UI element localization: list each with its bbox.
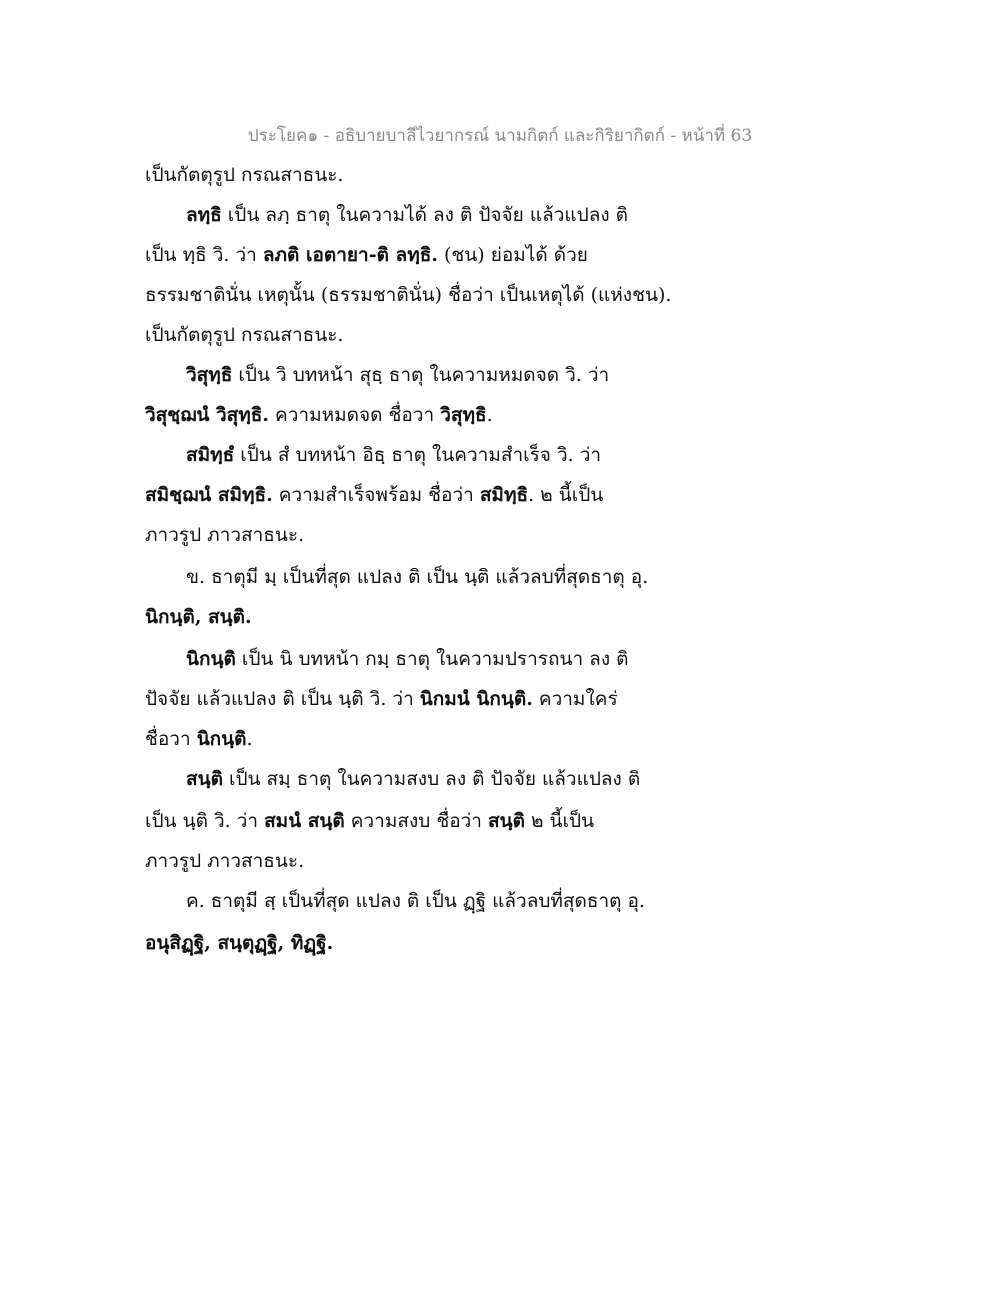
text-line [145,520,304,550]
text-run: ข. ธาตุมี มฺ เป็นที่สุด แปลง ติ เป็น นฺติ แล้วลบที่สุดธาตุ อุ. [186,566,649,588]
text-run: เป็นกัตตุรูป กรณสาธนะ. [145,324,344,346]
pali-term: นิกนฺติ [196,728,247,750]
pali-term: วิสุชฺฌนํ วิสุทฺธิ. [145,404,270,426]
text-run: ความใคร่ [532,688,618,710]
text-run: เป็น สมฺ ธาตุ ในความสงบ ลง ติ ปัจจัย แล้วแปลง ติ [222,768,641,790]
text-run: ความหมดจด ชื่อวา [269,404,441,426]
text-line [145,724,253,754]
pali-term: นิกนฺติ [186,648,236,670]
text-run: ธรรมชาตินั่น เหตุนั้น (ธรรมชาตินั่น) ชื่อว่า เป็นเหตุได้ (แห่งชน). [145,284,672,306]
text-run: เป็น สํ บทหน้า อิธฺ ธาตุ ในความสำเร็จ วิ. ว่า [234,444,602,466]
text-line [186,440,601,470]
pali-term: นิกนฺติ, สนฺติ. [145,606,252,628]
text-line [145,160,343,190]
pali-term: ลภติ เอตายา-ติ ลทฺธิ. [262,244,438,266]
text-run: . ๒ นี้เป็น [528,484,604,506]
text-line [145,240,588,270]
text-run: ภาวรูป ภาวสาธนะ. [145,850,305,872]
text-line [186,562,648,592]
text-run: . [486,404,493,426]
pali-term: วิสุทฺธิ [186,364,233,386]
pali-term: สนฺติ [186,768,223,790]
text-run: เป็น นฺติ วิ. ว่า [145,810,265,832]
text-run: ความสำเร็จพร้อม ชื่อว่า [272,484,480,506]
text-run: . [246,728,253,750]
text-run: ปัจจัย แล้วแปลง ติ เป็น นฺติ วิ. ว่า [145,688,420,710]
pali-term: สมิชฺฌนํ สมิทฺธิ. [145,484,273,506]
pali-term: สมนํ สนฺติ [264,810,345,832]
pali-term: สมิทฺธํ [186,444,235,466]
text-run: ชื่อวา [145,728,197,750]
text-run: ความสงบ ชื่อว่า [344,810,489,832]
text-run: (ชน) ย่อมได้ ด้วย [437,244,588,266]
pali-term: สนฺติ [488,810,525,832]
text-line [186,200,628,230]
text-line [145,684,618,714]
pali-term: ลทฺธิ [186,204,222,226]
running-header: ประโยค๑ - อธิบายบาลีไวยากรณ์ นามกิตก์ และกิริยากิตก์ - หน้าที่ 63 [247,126,753,146]
text-line [145,320,343,350]
text-line [145,806,594,836]
text-run: เป็น วิ บทหน้า สุธฺ ธาตุ ในความหมดจด วิ. ว่า [232,364,610,386]
pali-term: วิสุทฺธิ [440,404,487,426]
text-line [145,480,603,510]
text-run: เป็น ลภฺ ธาตุ ในความได้ ลง ติ ปัจจัย แล้วแปลง ติ [221,204,629,226]
text-run: เป็นกัตตุรูป กรณสาธนะ. [145,164,344,186]
pali-term: สมิทฺธิ [479,484,529,506]
pali-term: นิกมนํ นิกนฺติ. [419,688,533,710]
text-line [145,846,304,876]
text-run: เป็น นิ บทหน้า กมฺ ธาตุ ในความปรารถนา ลง ติ [235,648,629,670]
text-line [145,400,493,430]
text-line [145,928,333,958]
text-line [145,280,671,310]
text-line [145,602,252,632]
text-run: เป็น ทฺธิ วิ. ว่า [145,244,263,266]
text-run: ค. ธาตุมี สฺ เป็นที่สุด แปลง ติ เป็น ฏฺฐิ แล้วลบที่สุดธาตุ อุ. [186,890,645,912]
text-run: ๒ นี้เป็น [524,810,595,832]
pali-term: อนุสิฏฺฐิ, สนฺตุฏฺฐิ, ทิฏฺฐิ. [145,932,334,954]
text-line [186,764,640,794]
text-line [186,886,645,916]
text-run: ภาวรูป ภาวสาธนะ. [145,524,305,546]
text-line [186,644,628,674]
text-line [186,360,609,390]
